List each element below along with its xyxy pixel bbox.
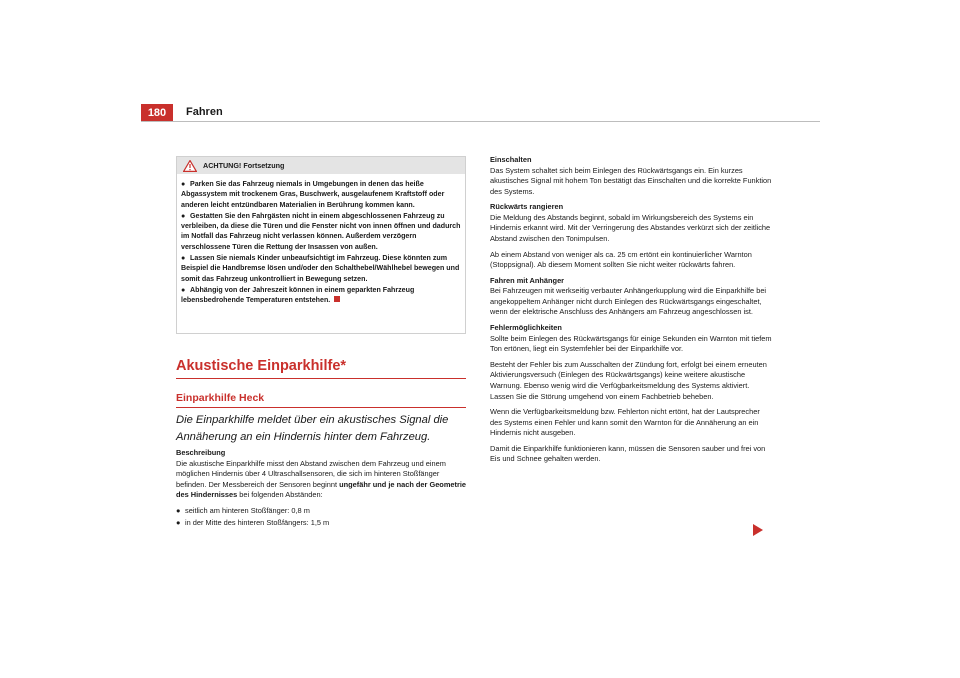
continue-arrow-icon xyxy=(752,524,764,536)
warning-item: ● Abhängig von der Jahreszeit können in einem geparkten Fahrzeug lebensbedrohende Temperaturen entstehen. xyxy=(181,285,415,305)
bullet-icon: ● xyxy=(176,518,181,528)
bullet-icon: ● xyxy=(181,211,186,220)
fehler-paragraph-3: Wenn die Verfügbarkeitsmeldung bzw. Fehlerton nicht ertönt, hat der Lautsprecher des Systems einen Fehler und kann somit den Warnton für die Annäherung an ein Hindernis nicht ausgeben. xyxy=(490,407,760,438)
list-item: ● seitlich am hinteren Stoßfänger: 0,8 m xyxy=(176,505,310,515)
beschreibung-paragraph: Die akustische Einparkhilfe misst den Abstand zwischen dem Fahrzeug und einem möglichen Hindernis über 4 Ultraschallsensoren, die sich im hinteren Stoßfänger befinden. Der Messbereich der Sensoren beginnt ungefähr und je nach der Geometrie des Hindernisses bei folgenden Abständen: xyxy=(176,458,467,500)
fehler-paragraph: Sollte beim Einlegen des Rückwärtsgangs für einige Sekunden ein Warnton mit tiefem Ton ertönen, liegt ein Systemfehler bei der Einparkhilfe vor. xyxy=(490,333,772,354)
anhaenger-heading: Fahren mit Anhänger xyxy=(490,275,565,285)
right-column xyxy=(490,155,772,470)
einschalten-paragraph: Das System schaltet sich beim Einlegen des Rückwärtsgangs ein. Ein kurzes akustisches Signal mit hohem Ton bestätigt das Einschalten und die korrekte Funktion des Systems. xyxy=(490,165,772,196)
section-title: Akustische Einparkhilfe* xyxy=(176,358,347,374)
fehler-paragraph-4: Damit die Einparkhilfe funktionieren kann, müssen die Sensoren sauber und frei von Eis und Schnee gehalten werden. xyxy=(490,443,766,464)
fehler-heading: Fehlermöglichkeiten xyxy=(490,323,562,333)
einschalten-heading: Einschalten xyxy=(490,155,532,164)
left-column xyxy=(176,448,468,529)
rueckwaerts-paragraph-2: Ab einem Abstand von weniger als ca. 25 cm ertönt ein kontinuierlicher Warnton (Stoppsignal). Ab diesem Moment sollten Sie nicht weiter rückwärts fahren. xyxy=(490,249,752,270)
bullet-icon: ● xyxy=(181,254,186,263)
warning-item: ● Parken Sie das Fahrzeug niemals in Umgebungen in denen das heiße Abgassystem mit trockenem Gras, Buschwerk, ausgelaufenem Kraftstoff oder anderen leicht entzündbaren Materialien in Berührung kommen kann. xyxy=(181,180,445,209)
section-subtitle: Einparkhilfe Heck xyxy=(176,392,265,404)
rueckwaerts-paragraph: Die Meldung des Abstands beginnt, sobald im Wirkungsbereich des Systems ein Hindernis erkannt wird. Mit der Verringerung des Abstandes verkürzt sich der zeitliche Abstand zwischen den Tonimpulsen. xyxy=(490,212,771,243)
section-subtitle-rule xyxy=(176,407,466,408)
warning-item: ● Gestatten Sie den Fahrgästen nicht in einem abgeschlossenen Fahrzeug zu verbleiben, da diese die Türen und die Fenster nicht von innen öffnen und dadurch im Notfall das Fahrzeug nicht verlassen können. Außerdem verzögern verschlossene Türen die Rettung der Insassen von außen. xyxy=(181,211,461,251)
end-of-section-icon xyxy=(334,296,340,302)
warning-title: ACHTUNG! Fortsetzung xyxy=(203,161,285,170)
anhaenger-paragraph: Bei Fahrzeugen mit werkseitig verbauter Anhängerkupplung wird die Einparkhilfe bei angekoppeltem Anhänger nicht durch Einlegen des Rückwärtsgangs eingeschaltet, wenn der elektrische Anschluss des Anhängers am Fahrzeug angeschlossen ist. xyxy=(490,286,767,317)
bullet-icon: ● xyxy=(176,505,181,515)
warning-triangle-icon xyxy=(183,160,197,172)
beschreibung-heading: Beschreibung xyxy=(176,448,226,457)
fehler-paragraph-2: Besteht der Fehler bis zum Ausschalten der Zündung fort, erfolgt bei einem erneuten Aktivierungsversuch (Einlegen des Rückwärtsgangs) keine weitere akustische Warnung. Ebenso wenig wird die Verfügbarkeitsmeldung des Systems aktiviert. Lassen Sie die Störung umgehend von einem Fachbetrieb beheben. xyxy=(490,359,767,401)
page-number: 180 xyxy=(141,104,173,121)
bullet-icon: ● xyxy=(181,285,186,294)
bullet-icon: ● xyxy=(181,180,186,188)
rueckwaerts-heading: Rückwärts rangieren xyxy=(490,202,564,212)
list-item: ● in der Mitte des hinteren Stoßfängers: 1,5 m xyxy=(176,518,330,528)
section-title-rule xyxy=(176,378,466,379)
warning-box-header xyxy=(177,157,465,174)
page-header-title: Fahren xyxy=(186,106,223,118)
warning-item: ● Lassen Sie niemals Kinder unbeaufsichtigt im Fahrzeug. Diese könnten zum Beispiel die Handbremse lösen und/oder den Schalthebel/Wählhebel bewegen und somit das Fahrzeug unkontrolliert in Bewegung setzen. xyxy=(181,254,460,283)
header-divider xyxy=(141,121,820,122)
section-intro: Die Einparkhilfe meldet über ein akustisches Signal die Annäherung an ein Hindernis hinter dem Fahrzeug. xyxy=(176,414,449,443)
warning-box xyxy=(176,156,466,334)
